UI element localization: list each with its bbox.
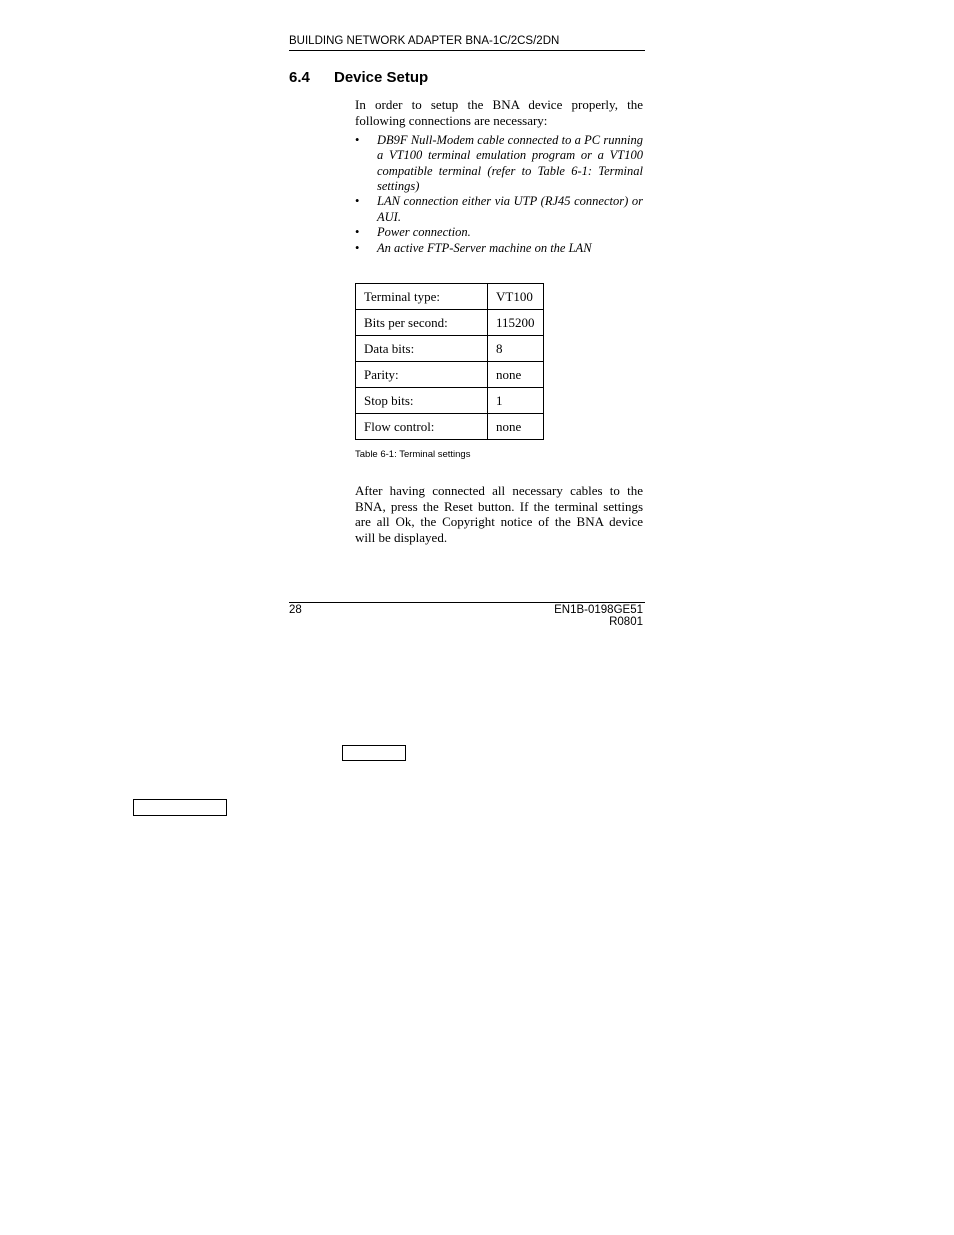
setting-name: Data bits: bbox=[356, 336, 488, 362]
setting-value: 115200 bbox=[488, 310, 544, 336]
empty-frame-box bbox=[342, 745, 406, 761]
table-row bbox=[356, 336, 544, 362]
list-item: • Power connection. bbox=[355, 225, 471, 240]
running-header: BUILDING NETWORK ADAPTER BNA-1C/2CS/2DN bbox=[289, 35, 645, 51]
setting-name: Parity: bbox=[356, 362, 488, 388]
page-number: 28 bbox=[289, 604, 302, 616]
setting-value: 1 bbox=[488, 388, 544, 414]
setting-name: Bits per second: bbox=[356, 310, 488, 336]
footer-divider bbox=[289, 602, 645, 603]
connection-list bbox=[355, 133, 643, 257]
section-title: Device Setup bbox=[334, 69, 429, 86]
section-heading bbox=[289, 69, 428, 86]
bullet-icon: • bbox=[355, 194, 360, 209]
setting-name: Stop bits: bbox=[356, 388, 488, 414]
terminal-settings-table bbox=[355, 283, 544, 440]
setting-value: VT100 bbox=[488, 284, 544, 310]
list-item: • DB9F Null-Modem cable connected to a PC running a VT100 terminal emulation program or a VT100 compatible terminal (refer to Table 6-1: Terminal settings) bbox=[355, 133, 643, 193]
setting-name: Flow control: bbox=[356, 414, 488, 440]
bullet-icon: • bbox=[355, 133, 360, 147]
setting-value: none bbox=[488, 362, 544, 388]
section-number: 6.4 bbox=[289, 69, 310, 86]
table-row bbox=[356, 362, 544, 388]
setting-value: none bbox=[488, 414, 544, 440]
setting-value: 8 bbox=[488, 336, 544, 362]
bullet-icon: • bbox=[355, 240, 360, 255]
list-item: • LAN connection either via UTP (RJ45 connector) or AUI. bbox=[355, 194, 643, 224]
document-id: EN1B-0198GE51 R0801 bbox=[554, 604, 643, 628]
list-item: • An active FTP-Server machine on the LAN bbox=[355, 240, 592, 255]
empty-frame-box bbox=[133, 799, 227, 816]
table-row bbox=[356, 414, 544, 440]
table-row bbox=[356, 284, 544, 310]
after-paragraph: After having connected all necessary cables to the BNA, press the Reset button. If the terminal settings are all Ok, the Copyright notice of the BNA device will be displayed. bbox=[355, 483, 643, 545]
setting-name: Terminal type: bbox=[356, 284, 488, 310]
intro-paragraph: In order to setup the BNA device properly, the following connections are necessary: bbox=[355, 97, 643, 128]
table-caption: Table 6-1: Terminal settings bbox=[355, 449, 471, 460]
table-row bbox=[356, 310, 544, 336]
bullet-icon: • bbox=[355, 225, 360, 240]
table-row bbox=[356, 388, 544, 414]
